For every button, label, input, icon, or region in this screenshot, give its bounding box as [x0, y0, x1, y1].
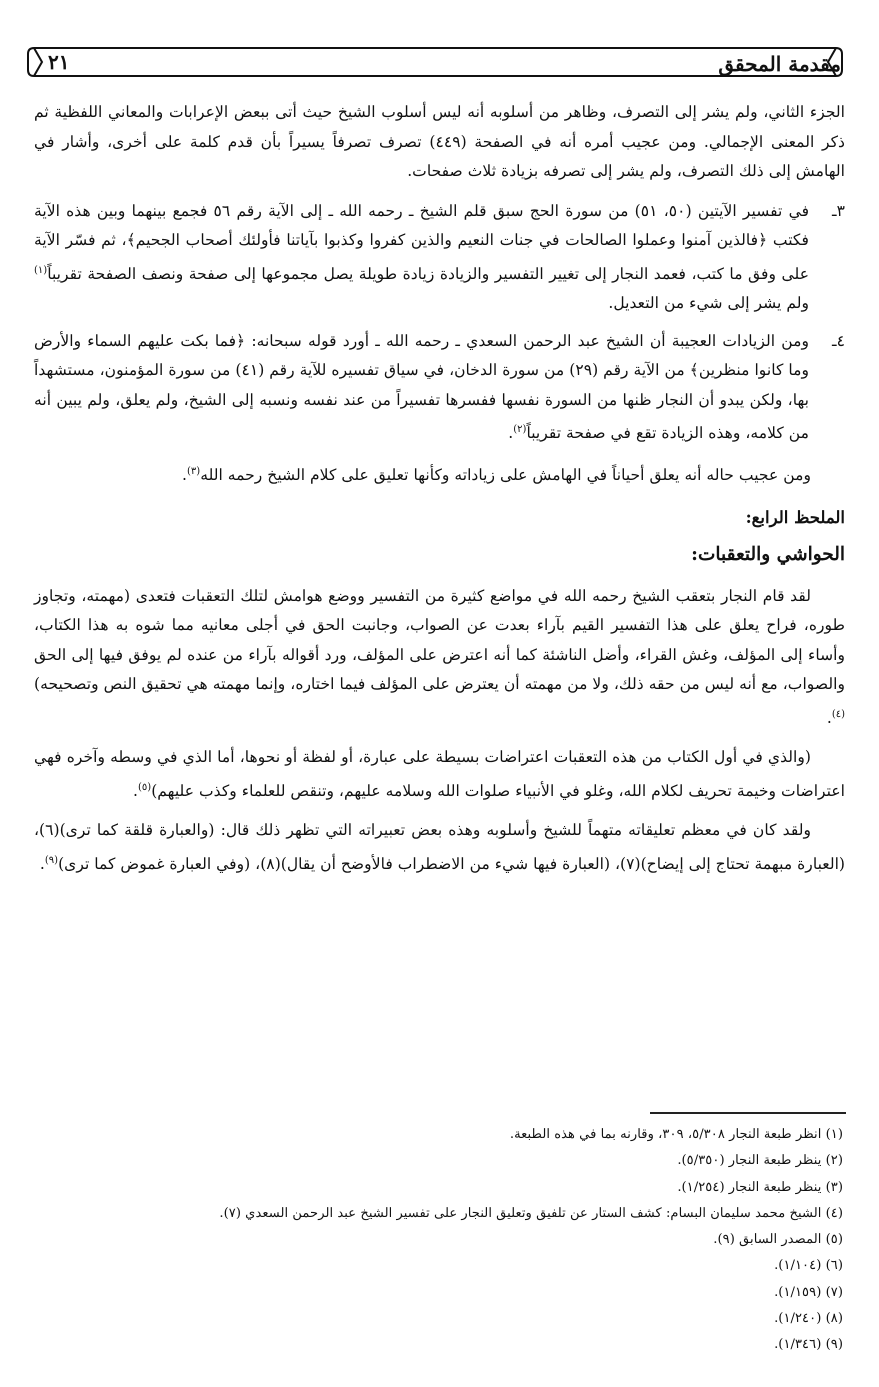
footnote	[36, 1280, 843, 1306]
footnote-ref: (٤)	[831, 708, 845, 720]
footnote-number: (٣)	[825, 1179, 843, 1195]
footnote-text: الشيخ محمد سليمان البسام: كشف الستار عن تلفيق وتعليق النجار على تفسير الشيخ عبد الرحمن السعدي (٧).	[219, 1205, 822, 1221]
footnote	[36, 1201, 843, 1227]
paragraph	[34, 582, 845, 734]
footnote-text: المصدر السابق (٩).	[713, 1232, 822, 1248]
footnote-number: (٩)	[825, 1337, 843, 1353]
footnote-text: (١/٣٤٦).	[774, 1337, 822, 1353]
footnote-divider	[650, 1112, 846, 1114]
footnote-ref: (٣)	[187, 465, 201, 477]
footnote	[36, 1306, 843, 1332]
list-item-text: ومن الزيادات العجيبة أن الشيخ عبد الرحمن السعدي ـ رحمه الله ـ أورد قوله سبحانه: ﴿فما بكت عليهم السماء والأرض وما كانوا منظرين﴾ من الآية رقم (٢٩) من سورة الدخان، في سياق تفسيره للآية رقم (٤١) من سورة المؤمنون، مستشهداً بها، ولكن يبدو أن النجار ظنها من السورة نفسها ففسرها تفسيراً من عند نفسه ونسبه إلى الشيخ، ولم يعلق، ولم يبين أنه من كلامه، وهذه الزيادة تقع في صفحة تقريباً	[34, 331, 810, 443]
paragraph-text: (والذي في أول الكتاب من هذه التعقبات اعتراضات بسيطة على عبارة، أو لفظة أو نحوها، أما الذي في وسطه وآخره فهي اعتراضات وخيمة تحريف لكلام الله، وغلو في الأنبياء صلوات الله وسلامه عليهم، وتنقص للعلماء وكذب عليهم)	[34, 748, 845, 800]
footnote-number: (٦)	[825, 1258, 843, 1274]
footnote-number: (٢)	[825, 1153, 843, 1169]
paragraph	[34, 743, 845, 806]
footnote-ref: (٥)	[138, 781, 152, 793]
footnote	[36, 1175, 843, 1201]
footnote-text: ينظر طبعة النجار (١/٢٥٤).	[677, 1179, 822, 1195]
page-number: ٢١	[48, 50, 70, 74]
paragraph-text: ولقد كان في معظم تعليقاته متهماً للشيخ وأسلوبه وهذه بعض تعبيراته التي تظهر ذلك قال: (والعبارة قلقة كما ترى)(٦)، (العبارة مبهمة تحتاج إلى إيضاح)(٧)، (العبارة فيها شيء من الاضطراب فالأوضح أن يقال)(٨)، (وفي العبارة غموض كما ترى)	[34, 821, 845, 874]
closing-line-tail: .	[182, 466, 188, 485]
closing-line	[34, 457, 845, 491]
paragraph	[34, 816, 845, 879]
running-header-title: مقدمة المحقق	[718, 52, 841, 76]
list-item-number: ٣ـ	[832, 201, 845, 220]
paragraph-tail: .	[39, 855, 45, 874]
paragraph-tail: .	[826, 708, 832, 727]
paragraph-tail: .	[133, 781, 139, 800]
closing-line-text: ومن عجيب حاله أنه يعلق أحياناً في الهامش على زياداته وكأنها تعليق على كلام الشيخ رحمه الله	[200, 466, 811, 485]
list-item-4	[34, 327, 845, 449]
list-item-number: ٤ـ	[832, 331, 845, 350]
footnote-ref: (١)	[34, 264, 48, 276]
footnote-number: (٥)	[825, 1232, 843, 1248]
footnote-text: (١/١٥٩).	[774, 1284, 822, 1300]
footnote-ref: (٢)	[513, 424, 527, 436]
subsection-heading: الحواشي والتعقبات:	[691, 544, 845, 566]
list-item-tail: ولم يشر إلى شيء من التعديل.	[608, 294, 809, 313]
footnote-text: ينظر طبعة النجار (٥/٣٥٠).	[677, 1153, 822, 1169]
footnote	[36, 1332, 843, 1358]
footnote-number: (١)	[825, 1127, 843, 1142]
footnote-number: (٤)	[825, 1205, 843, 1221]
list-item-3	[34, 197, 845, 319]
list-item-text: في تفسير الآيتين (٥٠، ٥١) من سورة الحج سبق قلم الشيخ ـ رحمه الله ـ إلى الآية رقم ٥٦ فجمع بينهما وبين هذه الآية فكتب ﴿فالذين آمنوا وعملوا الصالحات في جنات النعيم والذين كفروا وكذبوا بآياتنا فأولئك أصحاب الجحيم﴾، ثم فسّر الآية على وفق ما كتب، فعمد النجار إلى تغيير التفسير والزيادة زيادة طويلة يصل مجموعها إلى صفحة ونصف الصفحة تقريباً	[34, 201, 810, 283]
footnote-ref: (٩)	[44, 854, 59, 866]
footnote	[36, 1122, 843, 1148]
section-heading: الملحظ الرابع:	[745, 507, 845, 527]
footnote	[36, 1253, 843, 1279]
paragraph-text: لقد قام النجار بتعقب الشيخ رحمه الله في مواضع كثيرة من التفسير ووضع هوامش لتلك التعقبات فتعدى (مهمته، وتجاوز طوره، فراح يعلق على هذا التفسير القيم بآراء بعدت عن الصواب، وجانبت الحق في أجلى معانيه مما شوه به هذا الكتاب، وأساء إلى المؤلف، وغش القراء، وأضل الناشئة كما أنه اعترض على المؤلف، ورد أقواله بآراء من عنده لم يوفق فيها إلى الحق والصواب، مع أنه ليس من حقه ذلك، ولا من مهمته أن يعترض على المؤلف فيما اختاره، وإنما مهمته هي تحقيق النص وتصحيحه)	[34, 586, 845, 694]
footnote-text: انظر طبعة النجار ٥/٣٠٨، ٣٠٩، وقارنه بما في هذه الطبعة.	[509, 1127, 822, 1142]
footnote-text: (١/٢٤٠).	[774, 1311, 822, 1327]
page-body	[34, 98, 845, 890]
list-item-tail: .	[508, 424, 514, 443]
intro-paragraph: الجزء الثاني، ولم يشر إلى التصرف، وظاهر من أسلوبه أنه ليس أسلوب الشيخ حيث أتى ببعض الإعرابات والمعاني اللفظية ثم ذكر المعنى الإجمالي. ومن عجيب أمره أنه في الصفحة (٤٤٩) تصرف تصرفاً يسيراً بأن قدم كلمة على أخرى، وأشار في الهامش إلى ذلك التصرف، ولم يشر إلى تصرفه بزيادة ثلاث صفحات.	[34, 103, 845, 180]
footnote-number: (٧)	[825, 1284, 843, 1300]
footnote-text: (١/١٠٤).	[774, 1258, 822, 1274]
footnote	[36, 1227, 843, 1253]
footnote-number: (٨)	[825, 1311, 843, 1327]
footnotes	[36, 1122, 843, 1359]
footnote	[36, 1148, 843, 1174]
